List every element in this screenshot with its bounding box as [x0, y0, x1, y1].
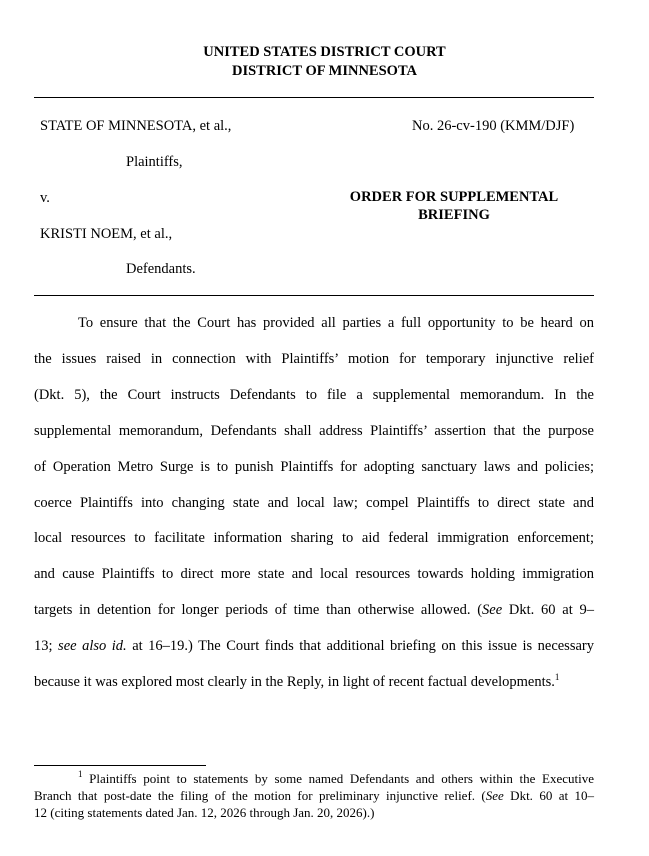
caption-bottom-rule	[34, 295, 594, 296]
footnote-separator	[34, 765, 206, 766]
court-name: UNITED STATES DISTRICT COURT	[203, 44, 446, 60]
order-title	[330, 188, 578, 224]
defendant-role: Defendants.	[126, 261, 196, 277]
body-line-3: (Dkt. 5), the Court instructs Defendants to file a supplemental memorandum. In the	[34, 387, 594, 403]
body-line-8: and cause Plaintiffs to direct more state and local resources towards holding immigration	[34, 566, 594, 582]
footnote-line-1-text: Plaintiffs point to statements by some named Defendants and others within the Executive	[89, 771, 594, 786]
case-number: No. 26-cv-190 (KMM/DJF)	[412, 118, 575, 134]
body-line-10-text-b: at 16–19.) The Court finds that additional briefing on this issue is necessary	[126, 638, 594, 654]
body-line-9-text-b: Dkt. 60 at 9–	[502, 602, 594, 618]
footnote-line-2-text-a: Branch that post-date the filing of the motion for preliminary injunctive relief. (	[34, 788, 486, 803]
order-title-line1: ORDER FOR SUPPLEMENTAL	[349, 189, 559, 205]
footnote-line-3: 12 (citing statements dated Jan. 12, 2026 through Jan. 20, 2026).)	[34, 805, 375, 820]
footnote-number: 1	[78, 769, 83, 779]
body-line-4: supplemental memorandum, Defendants shall address Plaintiffs’ assertion that the purpose	[34, 423, 594, 439]
body-line-5: of Operation Metro Surge is to punish Plaintiffs for adopting sanctuary laws and policies;	[34, 459, 594, 475]
plaintiff-name: STATE OF MINNESOTA, et al.,	[40, 118, 232, 134]
body-line-9	[34, 602, 594, 619]
versus: v.	[40, 190, 50, 206]
body-line-11	[34, 674, 594, 691]
caption-top-rule	[34, 97, 594, 98]
body-line-6: coerce Plaintiffs into changing state and local law; compel Plaintiffs to direct state and	[34, 495, 594, 511]
body-line-10	[34, 638, 594, 655]
body-line-9-text-a: targets in detention for longer periods of time than otherwise allowed. (	[34, 602, 483, 618]
footnote-line-1	[78, 771, 594, 787]
citation-signal-see: See	[482, 602, 503, 618]
body-line-11-text: because it was explored most clearly in the Reply, in light of recent factual developments.	[34, 674, 555, 690]
citation-signal-see-also: see also id.	[58, 638, 127, 654]
footnote-line-2	[34, 788, 594, 804]
footnote-citation-see: See	[485, 788, 504, 803]
footnote-line-2-text-b: Dkt. 60 at 10–	[503, 788, 594, 803]
body-line-2: the issues raised in connection with Plaintiffs’ motion for temporary injunctive relief	[34, 351, 594, 367]
body-line-10-text-a: 13;	[34, 638, 59, 654]
body-line-7: local resources to facilitate information sharing to aid federal immigration enforcement;	[34, 530, 594, 546]
defendant-name: KRISTI NOEM, et al.,	[40, 226, 173, 242]
order-title-line2: BRIEFING	[418, 207, 490, 223]
plaintiff-role: Plaintiffs,	[126, 154, 183, 170]
footnote-reference[interactable]: 1	[554, 672, 560, 682]
body-line-1: To ensure that the Court has provided all parties a full opportunity to be heard on	[78, 315, 594, 331]
district-name: DISTRICT OF MINNESOTA	[231, 63, 418, 79]
